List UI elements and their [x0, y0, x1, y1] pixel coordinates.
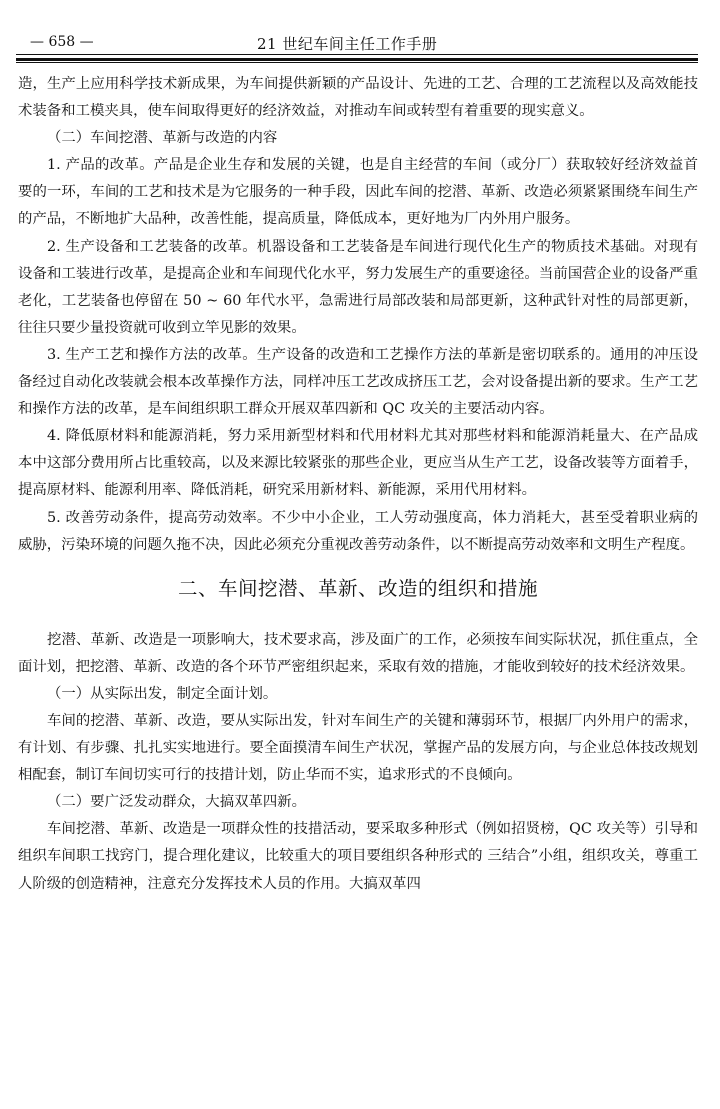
page-header [0, 0, 720, 62]
header-rule-thin-top [16, 54, 698, 55]
subheading-plan: （一）从实际出发，制定全面计划。 [47, 685, 278, 702]
body-text [18, 71, 698, 898]
subheading-contents: （二）车间挖潜、革新与改造的内容 [47, 130, 278, 147]
paragraph: 挖潜、革新、改造是一项影响大，技术要求高，涉及面广的工作，必须按车间实际状况，抓住重点，全面计划，把挖潜、革新、改造的各个环节严密组织起来，采取有效的措施，才能收到较好的技术经济效果。 [18, 631, 698, 675]
subheading-mobilize: （二）要广泛发动群众，大搞双革四新。 [47, 794, 307, 811]
paragraph-item-4: 4. 降低原材料和能源消耗，努力采用新型材料和代用材料尤其对那些材料和能源消耗量大、在产品成本中这部分费用所占比重较高，以及来源比较紧张的那些企业，更应当从生产工艺，设备改装等方面着手，提高原材料、能源利用率、降低消耗，研究采用新材料、新能源，采用代用材料。 [18, 428, 698, 499]
paragraph: 车间的挖潜、革新、改造，要从实际出发，针对车间生产的关键和薄弱环节，根据厂内外用户的需求，有计划、有步骤、扎扎实实地进行。要全面摸清车间生产状况，掌握产品的发展方向，与企业总体技改规划相配套，制订车间切实可行的技措计划，防止华而不实，追求形式的不良倾向。 [18, 712, 698, 784]
paragraph-item-5: 5. 改善劳动条件，提高劳动效率。不少中小企业，工人劳动强度高，体力消耗大，甚至受着职业病的威胁，污染环境的问题久拖不决，因此必须充分重视改善劳动条件，以不断提高劳动效率和文明生产程度。 [18, 509, 698, 553]
paragraph-item-1: 1. 产品的改革。产品是企业生存和发展的关键，也是自主经营的车间（或分厂）获取较好经济效益首要的一环，车间的工艺和技术是为它服务的一种手段，因此车间的挖潜、革新、改造必须紧紧围绕车间生产的产品，不断地扩大品种，改善性能，提高质量，降低成本，更好地为厂内外用户服务。 [18, 157, 698, 228]
paragraph-item-2: 2. 生产设备和工艺装备的改革。机器设备和工艺装备是车间进行现代化生产的物质技术基础。对现有设备和工装进行改革，是提高企业和车间现代化水平，努力发展生产的重要途径。当前国营企业的设备严重老化，工艺装备也停留在 50 ~ 60 年代水平，急需进行局部改装和局部更新，这种武针对性的局部更新，往往只要少量投资就可收到立竿见影的效果。 [18, 238, 698, 336]
running-title: 21 世纪车间主任工作手册 [257, 35, 438, 53]
page-number: — 658 — [30, 34, 94, 50]
section-heading: 二、车间挖潜、革新、改造的组织和措施 [177, 576, 538, 600]
header-rule-thick [16, 58, 698, 61]
paragraph: 车间挖潜、革新、改造是一项群众性的技措活动，要采取多种形式（例如招贤榜，QC 攻关等）引导和组织车间职工找窍门，提合理化建议，比较重大的项目要组织各种形式的 三结合”小组，组织攻关，尊重工人阶级的创造精神，注意充分发挥技术人员的作用。大搞双革四 [18, 821, 698, 892]
header-rule-thin-bottom [16, 62, 698, 63]
paragraph-item-3: 3. 生产工艺和操作方法的改革。生产设备的改造和工艺操作方法的革新是密切联系的。通用的冲压设备经过自动化改装就会根本改革操作方法，同样冲压工艺改成挤压工艺，会对设备提出新的要求。生产工艺和操作方法的改革，是车间组织职工群众开展双革四新和 QC 攻关的主要活动内容。 [18, 346, 698, 418]
paragraph: 造，生产上应用科学技术新成果，为车间提供新颖的产品设计、先进的工艺、合理的工艺流程以及高效能技术装备和工模夹具，使车间取得更好的经济效益，对推动车间或转型有着重要的现实意义。 [18, 76, 698, 120]
